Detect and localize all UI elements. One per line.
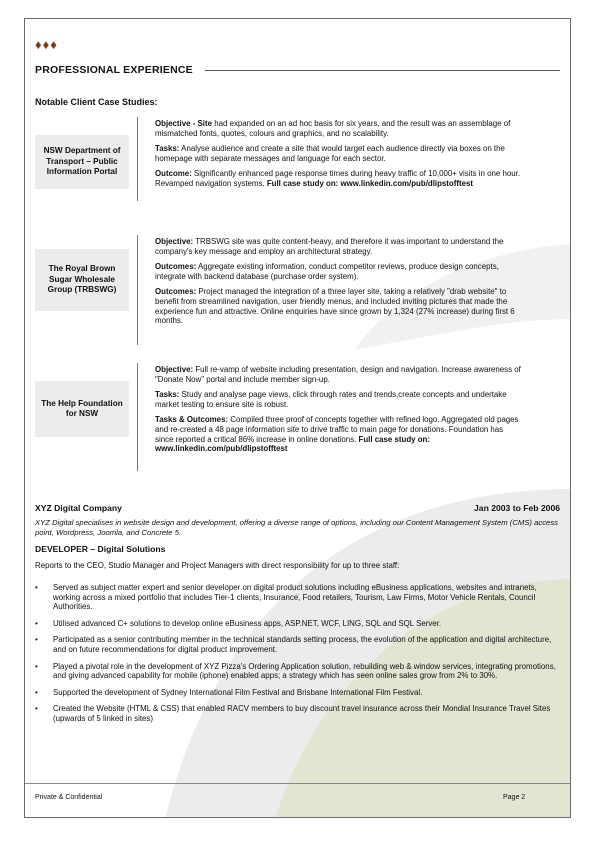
bullet-icon: • — [35, 618, 38, 628]
para-label: Tasks: — [155, 144, 180, 154]
para-text: Analyse audience and create a site that would target each audience directly via boxes on the homepage with separate messages and language for each sector. — [155, 144, 505, 163]
case-divider — [137, 363, 138, 471]
case-paragraph — [155, 119, 523, 138]
company-name: XYZ Digital Company — [35, 503, 122, 513]
case-paragraph — [155, 169, 523, 188]
list-item — [35, 688, 563, 698]
case-study-1 — [35, 117, 560, 225]
para-label: Tasks: — [155, 390, 180, 400]
section-title: PROFESSIONAL EXPERIENCE — [35, 64, 193, 76]
client-name-box: NSW Department of Transport – Public Information Portal — [35, 135, 129, 189]
para-text: Full re-vamp of website including presentation, design and navigation. Increase awareness of "Donate Now" portal and include member sign-up. — [155, 365, 521, 384]
case-study-3 — [35, 363, 560, 491]
list-item — [35, 583, 563, 612]
list-item — [35, 619, 563, 629]
case-paragraph — [155, 144, 523, 163]
para-label: Objective - Site — [155, 119, 213, 128]
case-divider — [137, 235, 138, 345]
reporting-line: Reports to the CEO, Studio Manager and Project Managers with direct responsibility for up to three staff: — [35, 561, 400, 570]
case-studies-heading: Notable Client Case Studies: — [35, 97, 158, 107]
bullet-icon: • — [35, 583, 38, 592]
para-text: TRBSWG site was quite content-heavy, and therefore it was important to understand the company's key message and employ an architectural strategy. — [155, 237, 504, 256]
bullet-icon: • — [35, 661, 38, 671]
bullet-text: Participated as a senior contributing member in the technical standards setting process, the evolution of the application and digital architecture, and on future recommendations for digital product improvement. — [53, 635, 552, 654]
bullet-icon: • — [35, 635, 38, 645]
para-label: Outcome: — [155, 169, 192, 179]
para-label: Objective: — [155, 237, 194, 246]
list-item — [35, 635, 563, 654]
case-paragraph — [155, 237, 523, 256]
case-body — [155, 119, 523, 195]
decorative-diamonds: ♦♦♦ — [35, 37, 58, 52]
company-description: XYZ Digital specialises in website design and development, offering a diverse range of options, including our Content Management System (CMS) access point, Wordpress, Joomla, and Concrete 5. — [35, 518, 559, 537]
para-label: Objective: — [155, 365, 194, 374]
case-paragraph — [155, 262, 523, 281]
employment-dates: Jan 2003 to Feb 2006 — [474, 503, 560, 513]
para-text: Compiled three proof of concepts together with refined logo. Aggregated old pages and re-created a 48 page information site to drive traffic to main page for donations. Foundation has since reported a critical 86% increase in online donations. — [155, 415, 519, 444]
footer-divider — [25, 783, 571, 784]
job-role: DEVELOPER – Digital Solutions — [35, 544, 166, 554]
para-label: Outcomes: — [155, 262, 197, 272]
para-text: had expanded on an ad hoc basis for six years, and the result was an assemblage of mismatched fonts, quotes, colours and graphics, and no scalability. — [155, 119, 511, 138]
case-body — [155, 237, 523, 332]
section-divider — [205, 70, 560, 71]
case-study-2 — [35, 235, 560, 355]
para-label: Outcomes: — [155, 287, 197, 297]
para-text: Significantly enhanced page response times during heavy traffic of 10,000+ visits in one hour. Revamped navigation systems. — [155, 169, 521, 188]
bullet-text: Utilised advanced C+ solutions to develop online eBusiness apps, ASP.NET, WCF, LING, SQL and SQL Server. — [53, 618, 442, 628]
para-label: Tasks & Outcomes: — [155, 415, 229, 425]
resume-page — [24, 18, 571, 818]
bullet-text: Created the Website (HTML & CSS) that enabled RACV members to buy discount travel insurance across their Mondial Insurance Travel Sites (upwards of 5 linked in sites) — [53, 704, 551, 723]
para-text: Aggregate existing information, conduct competitor reviews, produce design concepts, integrate with backend database (purchase order system). — [155, 262, 499, 281]
case-study-link[interactable]: Full case study on: www.linkedin.com/pub/dlipstofftest — [155, 434, 430, 454]
page-number: Page 2 — [503, 794, 526, 801]
bullet-text: Served as subject matter expert and senior developer on digital product solutions including eBusiness applications, websites and intranets, working across a mixed portfolio that includes Tier-1 clients, Insurance, Food retailers, Tourism, Law Firms, Motor Vehicle Rentals, Council Authorities. — [53, 583, 537, 612]
case-paragraph — [155, 415, 523, 453]
bullet-text: Played a pivotal role in the development of XYZ Pizza's Ordering Application solution, rebuilding web & window services, integrating promotions, and giving advanced capability for mobile (iphone) enabled apps; a strategy which has seen online sales grow from 2% to 30%. — [53, 661, 556, 681]
para-text: Project managed the integration of a three layer site, taking a relatively "drab website" to benefit from streamlined navigation, user friendly menus, and included inviting pictures that made the experience fun and attractive. Online enquiries have since grown by 1,324 (27% increase) during first 6 months. — [155, 287, 515, 326]
case-divider — [137, 117, 138, 201]
bullet-text: Supported the development of Sydney International Film Festival and Brisbane International Film Festival. — [53, 687, 423, 697]
case-paragraph — [155, 390, 523, 409]
list-item — [35, 704, 563, 723]
footer-confidential: Private & Confidential — [35, 794, 103, 801]
responsibilities-list — [35, 583, 563, 724]
case-body — [155, 365, 523, 460]
case-paragraph — [155, 287, 523, 325]
list-item — [35, 662, 563, 681]
bullet-icon: • — [35, 687, 38, 697]
bullet-icon: • — [35, 704, 38, 714]
para-text: Study and analyse page views, click through rates and trends,create concepts and undertake market testing to ensure site is robust. — [155, 390, 507, 409]
client-name-box: The Help Foundation for NSW — [35, 381, 129, 437]
case-paragraph — [155, 365, 523, 384]
client-name-box: The Royal Brown Sugar Wholesale Group (TRBSWG) — [35, 249, 129, 311]
case-study-link[interactable]: Full case study on: www.linkedin.com/pub/dlipstofftest — [266, 178, 474, 188]
